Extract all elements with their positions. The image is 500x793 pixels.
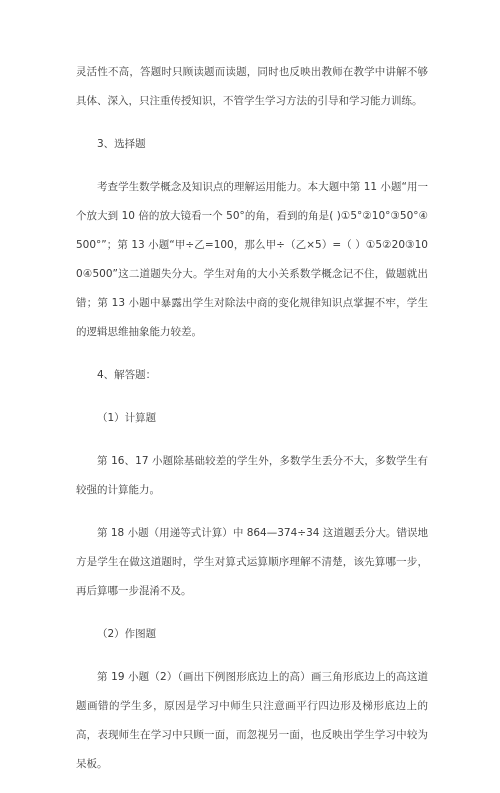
heading-answer-questions: 4、解答题：	[97, 369, 157, 381]
paragraph-multiple-choice: 考查学生数学概念及知识点的理解运用能力。本大题中第 11 小题“用一个放大到 10 倍的放大镜看一个 50°的角，看到的角是( )①5°②10°③50°④500°”；第 13 小题“甲÷乙=100，那么甲÷（乙×5）=（ ）①5②20③100④500”这二道题失分大。学生对角的大小关系数学概念记不住，做题就出错；第 13 小题中暴露出学生对除法中商的变化规律知识点掌握不牢，学生的逻辑思维抽象能力较差。	[76, 181, 428, 338]
heading-multiple-choice: 3、选择题	[97, 138, 146, 150]
document-page	[76, 58, 428, 793]
paragraph-calculation-18: 第 18 小题（用递等式计算）中 864—374÷34 这道题丢分大。错误地方是学生在做这道题时，学生对算式运算顺序理解不清楚，该先算哪一步，再后算哪一步混淆不及。	[76, 527, 428, 597]
spacer	[76, 116, 428, 130]
paragraph-calculation-16-17: 第 16、17 小题除基础较差的学生外，多数学生丢分不大，多数学生有较强的计算能力。	[76, 455, 428, 496]
paragraph-drawing-19: 第 19 小题（2）（画出下例图形底边上的高）画三角形底边上的高这道题画错的学生多，原因是学习中师生只注意画平行四边形及梯形底边上的高，表现师生在学习中只顾一面，而忽视另一面，也反映出学生学习中较为呆板。	[76, 671, 428, 770]
heading-calculation: （1）计算题	[97, 412, 157, 424]
paragraph-intro-continued: 灵活性不高，答题时只顾读题而读题，同时也反映出教师在教学中讲解不够具体、深入，只注重传授知识，不管学生学习方法的引导和学习能力训练。	[76, 66, 428, 107]
heading-drawing: （2）作图题	[97, 628, 157, 640]
